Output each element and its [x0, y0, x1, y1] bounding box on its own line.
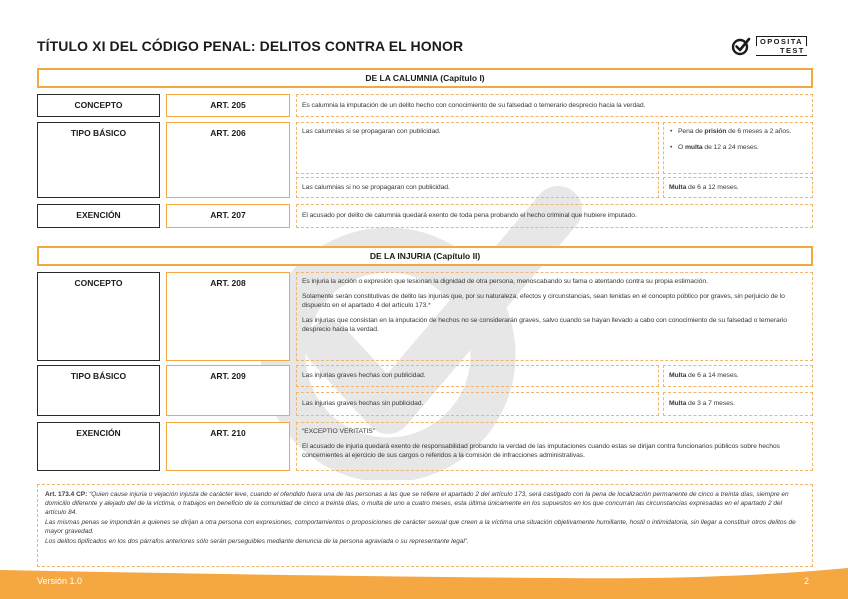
exencion-injuria-p2: El acusado de injuria quedará exento de responsabilidad probando la verdad de las imputaciones cuando estas se dirijan contra funcionarios públicos sobre hechos concernientes al ejercicio de sus cargos o referidos a la comisión de infracciones administrativas. — [302, 442, 780, 459]
calumnia-sin-publicidad-text: Las calumnias si no se propagaran con publicidad. — [296, 177, 659, 198]
calumnia-publicidad-text: Las calumnias si se propagaran con publicidad. — [296, 122, 659, 174]
label-tipo-basico-calumnia: TIPO BÁSICO — [37, 122, 160, 198]
checkmark-logo-icon — [731, 36, 751, 56]
logo-line1: OPOSITA — [756, 36, 807, 46]
pena-prision-item: • Pena de prisión de 6 meses a 2 años. — [669, 127, 807, 137]
art-207: ART. 207 — [166, 204, 290, 228]
art-210: ART. 210 — [166, 422, 290, 471]
calumnia-publicidad-pena — [663, 122, 813, 174]
note-p2: Las mismas penas se impondrán a quienes se dirijan a otra persona con expresiones, comportamientos o proposiciones de carácter sexual que creen a la víctima una situación objetivamente humillante, hostil o intimidatoria, sin llegar a constituir otros delitos de mayor gravedad. — [45, 519, 796, 535]
art-205: ART. 205 — [166, 94, 290, 117]
note-ref: Art. 173.4 CP: — [45, 491, 88, 498]
label-concepto-calumnia: CONCEPTO — [37, 94, 160, 117]
concepto-injuria-p2: Solamente serán constitutivas de delito las injurias que, por su naturaleza, efectos y circunstancias, sean tenidas en el concepto público por graves, sin perjuicio de lo dispuesto en el apartado 4 del artículo 173.* — [302, 292, 785, 309]
pena-multa-item: • O multa de 12 a 24 meses. — [669, 143, 807, 153]
concepto-injuria-p1: Es injuria la acción o expresión que lesionan la dignidad de otra persona, menoscabando su fama o atentando contra su propia estimación. — [302, 278, 708, 285]
page-number: 2 — [804, 576, 810, 586]
footer-band — [0, 568, 848, 599]
label-exencion-injuria: EXENCIÓN — [37, 422, 160, 471]
concepto-injuria-text — [296, 272, 813, 361]
injuria-sin-publicidad-text: Las injurias graves hechas sin publicidad. — [296, 392, 659, 416]
concepto-calumnia-text: Es calumnia la imputación de un delito hecho con conocimiento de su falsedad o temerario desprecio hacia la verdad. — [296, 94, 813, 117]
label-tipo-basico-injuria: TIPO BÁSICO — [37, 365, 160, 416]
art-206: ART. 206 — [166, 122, 290, 198]
injuria-publicidad-pena: Multa de 6 a 14 meses. — [663, 365, 813, 387]
version-label: Versión 1.0 — [37, 576, 83, 586]
exencion-injuria-text — [296, 422, 813, 471]
oposita-test-logo — [731, 36, 807, 56]
concepto-injuria-p3: Las injurias que consistan en la imputación de hechos no se considerarán graves, salvo cuando se hayan llevado a cabo con conocimiento de su falsedad o temerario desprecio hacia la verdad. — [302, 316, 787, 333]
page-title: TÍTULO XI DEL CÓDIGO PENAL: DELITOS CONTRA EL HONOR — [37, 38, 464, 54]
note-p3: Los delitos tipificados en los dos párrafos anteriores sólo serán perseguibles mediante denuncia de la persona agraviada o su representante legal”. — [45, 538, 469, 545]
injuria-sin-publicidad-pena: Multa de 3 a 7 meses. — [663, 392, 813, 416]
label-exencion-calumnia: EXENCIÓN — [37, 204, 160, 228]
section-header-calumnia: DE LA CALUMNIA (Capítulo I) — [37, 68, 813, 88]
section-header-injuria: DE LA INJURIA (Capítulo II) — [37, 246, 813, 266]
art-173-4-note — [37, 484, 813, 567]
art-209: ART. 209 — [166, 365, 290, 416]
note-p1: Art. 173.4 CP: “Quien cause injuria o vejación injusta de carácter leve, cuando el ofendido fuera una de las personas a las que se refiere el apartado 2 del artículo 173, será castigado con la pena de localización permanente de cinco a treinta días, siempre en domicilio diferente y alejado del de la víctima, o trabajos en beneficio de la comunidad de cinco a treinta días, o multa de uno a cuatro meses, esta última únicamente en los supuestos en los que concurran las circunstancias expresadas en el apartado 2 del artículo 84. — [45, 491, 789, 516]
injuria-publicidad-text: Las injurias graves hechas con publicidad. — [296, 365, 659, 387]
label-concepto-injuria: CONCEPTO — [37, 272, 160, 361]
calumnia-sin-publicidad-pena: Multa de 6 a 12 meses. — [663, 177, 813, 198]
exencion-calumnia-text: El acusado por delito de calumnia quedará exento de toda pena probando el hecho criminal que hubiere imputado. — [296, 204, 813, 228]
art-208: ART. 208 — [166, 272, 290, 361]
exceptio-veritatis: “EXCEPTIO VERITATIS” — [302, 428, 375, 435]
logo-line2: TEST — [756, 46, 807, 56]
